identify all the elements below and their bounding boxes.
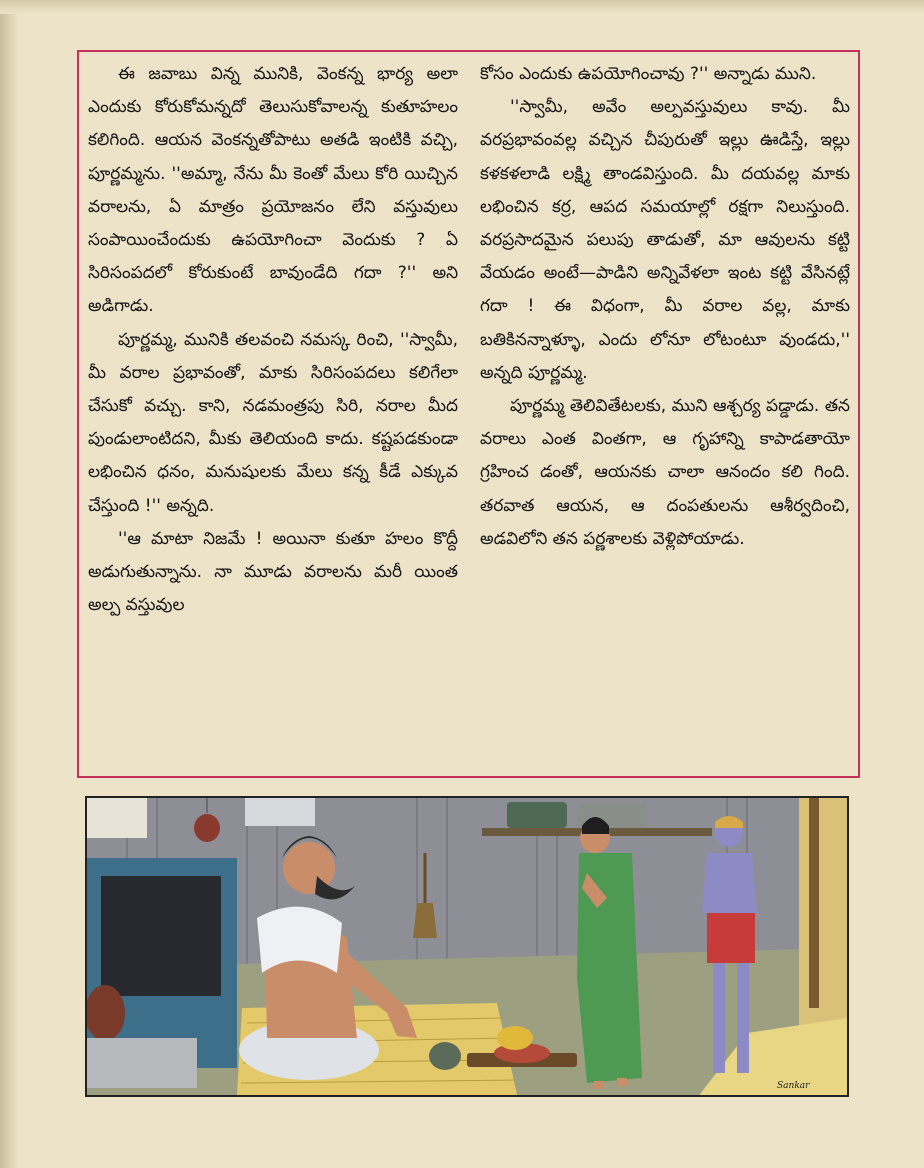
broom-head	[413, 903, 437, 938]
wall-cloth	[87, 798, 147, 838]
hanging-pot	[194, 814, 220, 842]
page-edge-left	[0, 0, 18, 1168]
paragraph-1: ఈ జవాబు విన్న మునికి, వెంకన్న భార్య అలా ఎందుకు కోరుకోమన్నదో తెలుసుకోవాలన్న కుతూహలం కలిగింది. ఆయన వెంకన్నతోపాటు అతడి ఇంటికి వచ్చి, పూర్ణమ్మను. ''అమ్మా, నేను మీ కెంతో మేలు కోరి యిచ్చిన వరాలను, ఏ మాత్రం ప్రయోజనం లేని వస్తువులు సంపాయించేందుకు ఉపయోగించా వెందుకు ? ఏ సిరిసంపదలో కోరుకుంటే బావుండేది గదా ?'' అని అడిగాడు.	[88, 64, 458, 317]
page-edge-top	[0, 0, 924, 14]
artist-signature: Sankar	[777, 1081, 810, 1091]
hearth-opening	[101, 876, 221, 996]
left-text-column	[88, 58, 458, 622]
water-kettle	[429, 1042, 461, 1070]
paragraph-3: ''ఆ మాటా నిజమే ! అయినా కుతూ హలం కొద్దీ అడుగుతున్నాను. నా మూడు వరాలను మరీ యింత అల్ప వస్తువుల	[88, 528, 458, 616]
paragraph-2: పూర్ణమ్మ, మునికి తలవంచి నమస్క రించి, ''స్వామీ, మీ వరాల ప్రభావంతో, మాకు సిరిసంపదలు కలిగేలా చేసుకో వచ్చు. కాని, నడమంత్రపు సిరి, నరాల మీద పుండులాంటిదని, మీకు తెలియంది కాదు. కష్టపడకుండా లభించిన ధనం, మనుషులకు మేలు కన్న కీడే ఎక్కువ చేస్తుంది !'' అన్నది.	[88, 329, 458, 516]
illustration-scene	[87, 798, 847, 1095]
shelf-basket	[507, 802, 567, 828]
paragraph-6: పూర్ణమ్మ తెలివితేటలకు, ముని ఆశ్చర్య పడ్డాడు. తన వరాలు ఎంత వింతగా, ఆ గృహాన్ని కాపాడతాయో గ్రహించ డంతో, ఆయనకు చాలా ఆనందం కలి గింది. తరవాత ఆయన, ఆ దంపతులను ఆశీర్వదించి, అడవిలోని తన పర్ణశాలకు వెళ్లిపోయాడు.	[480, 396, 850, 549]
story-illustration	[85, 796, 849, 1097]
paragraph-5: ''స్వామీ, అవేం అల్పవస్తువులు కావు. మీ వరప్రభావంవల్ల వచ్చిన చీపురుతో ఇల్లు ఊడిస్తే, ఇల్లు కళకళలాడి లక్ష్మి తాండవిస్తుంది. మీ దయవల్ల మాకు లభించిన కర్ర, ఆపద సమయాల్లో రక్షగా నిలుస్తుంది. వరప్రసాదమైన పలుపు తాడుతో, మా ఆవులను కట్టి వేయడం అంటే—పాడిని అన్నివేళలా ఇంట కట్టి వేసినట్లే గదా ! ఈ విధంగా, మీ వరాల వల్ల, మాకు బతికినన్నాళ్ళూ, ఎందు లోనూ లోటంటూ వుండదు,'' అన్నది పూర్ణమ్మ.	[480, 97, 850, 383]
right-text-column	[480, 58, 850, 556]
hanging-cloth	[245, 798, 315, 826]
stone-slab	[87, 1038, 197, 1088]
paragraph-4: కోసం ఎందుకు ఉపయోగించావు ?'' అన్నాడు ముని.	[480, 64, 817, 84]
door-frame	[809, 798, 819, 1008]
bananas	[497, 1026, 533, 1050]
